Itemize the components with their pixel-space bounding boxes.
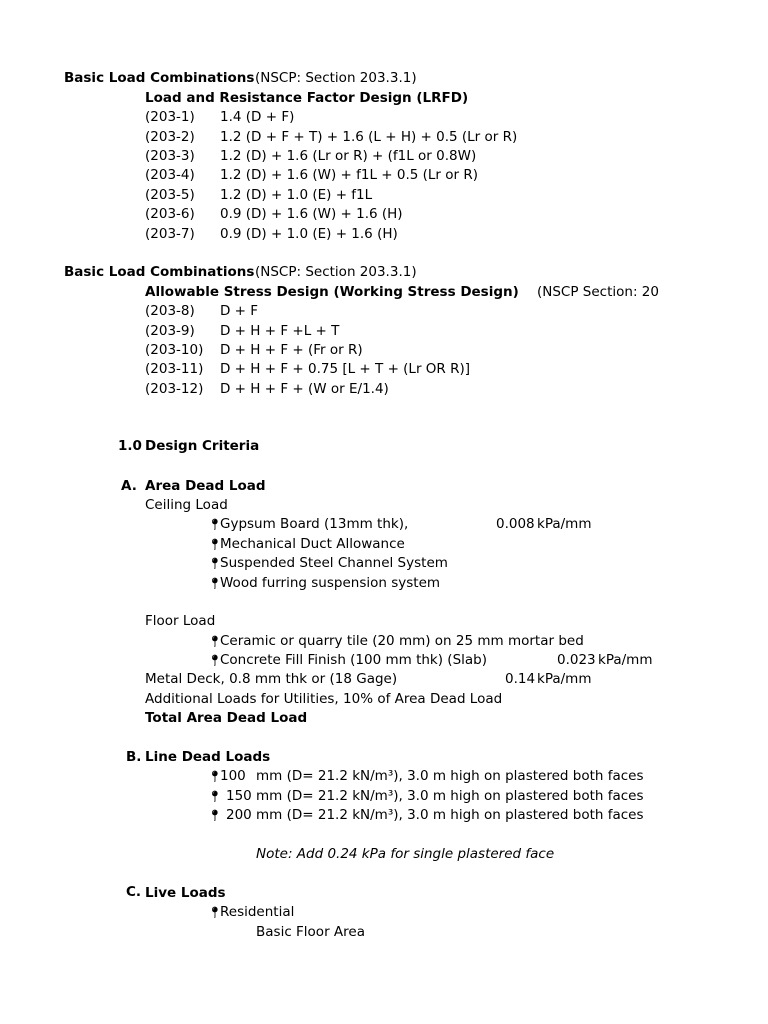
floor-load-label: Floor Load [145, 613, 216, 629]
additional-loads-text: Additional Loads for Utilities, 10% of Area Dead Load [145, 691, 503, 707]
section-a-letter: A. [121, 478, 137, 494]
list-item: 📍︎Gypsum Board (13mm thk), [208, 516, 409, 532]
combo-formula: D + H + F + (Fr or R) [220, 342, 363, 358]
list-item: 📍︎ 200 [208, 807, 252, 823]
load-unit: kPa/mm [537, 671, 592, 687]
bullet-icon: 📍︎ [208, 809, 222, 822]
load-value: 0.023 [557, 652, 596, 668]
asd-heading: Basic Load Combinations [64, 266, 255, 280]
asd-subref-clip [537, 286, 660, 304]
asd-heading-clip [64, 266, 256, 284]
combo-code: (203-5) [145, 187, 195, 203]
combo-code: (203-1) [145, 109, 195, 125]
bullet-icon: 📍︎ [208, 635, 222, 648]
combo-formula: D + H + F + 0.75 [L + T + (Lr OR R)] [220, 361, 471, 377]
ceiling-load-label: Ceiling Load [145, 497, 228, 513]
combo-formula: 1.2 (D) + 1.6 (Lr or R) + (f1L or 0.8W) [220, 148, 477, 164]
combo-formula: 0.9 (D) + 1.6 (W) + 1.6 (H) [220, 206, 403, 222]
bullet-icon: 📍︎ [208, 538, 222, 551]
list-item: 📍︎Wood furring suspension system [208, 575, 441, 591]
lrfd-heading-clip [64, 72, 256, 90]
combo-formula: 1.4 (D + F) [220, 109, 295, 125]
bullet-icon: 📍︎ [208, 518, 222, 531]
combo-code: (203-8) [145, 303, 195, 319]
combo-formula: 1.2 (D + F + T) + 1.6 (L + H) + 0.5 (Lr or R) [220, 129, 518, 145]
combo-code: (203-9) [145, 323, 195, 339]
bullet-icon: 📍︎ [208, 654, 222, 667]
combo-code: (203-2) [145, 129, 195, 145]
list-item: 📍︎Mechanical Duct Allowance [208, 536, 405, 552]
list-item: 📍︎100 [208, 768, 246, 784]
bullet-icon: 📍︎ [208, 790, 222, 803]
combo-formula: D + H + F +L + T [220, 323, 340, 339]
combo-code: (203-7) [145, 226, 195, 242]
section-b-letter: B. [126, 749, 142, 765]
basic-floor-area: Basic Floor Area [256, 924, 365, 940]
combo-code: (203-3) [145, 148, 195, 164]
list-item: 📍︎ 150 [208, 788, 252, 804]
load-unit: kPa/mm [598, 652, 653, 668]
lrfd-heading: Basic Load Combinations [64, 72, 255, 86]
line-load-text: mm (D= 21.2 kN/m³), 3.0 m high on plastered both faces [256, 768, 644, 784]
asd-section-subref: (NSCP Section: 20 [537, 286, 659, 300]
bullet-icon: 📍︎ [208, 557, 222, 570]
asd-subheading: Allowable Stress Design (Working Stress Design) [145, 284, 519, 300]
combo-formula: D + F [220, 303, 259, 319]
list-item: 📍︎Ceramic or quarry tile (20 mm) on 25 mm mortar bed [208, 633, 584, 649]
section-b-title: Line Dead Loads [145, 749, 271, 765]
load-value: 0.14 [505, 671, 536, 687]
list-item: 📍︎Residential [208, 904, 295, 920]
combo-formula: D + H + F + (W or E/1.4) [220, 381, 389, 397]
lrfd-section-ref: (NSCP: Section 203.3.1) [255, 70, 417, 86]
section-a-title: Area Dead Load [145, 478, 266, 494]
list-item: 📍︎Concrete Fill Finish (100 mm thk) (Slab) [208, 652, 488, 668]
load-unit: kPa/mm [537, 516, 592, 532]
criteria-number: 1.0 [118, 438, 142, 454]
combo-formula: 1.2 (D) + 1.0 (E) + f1L [220, 187, 373, 203]
bullet-icon: 📍︎ [208, 770, 222, 783]
combo-code: (203-10) [145, 342, 204, 358]
line-load-text: mm (D= 21.2 kN/m³), 3.0 m high on plastered both faces [256, 807, 644, 823]
list-item: 📍︎Suspended Steel Channel System [208, 555, 448, 571]
load-value: 0.008 [496, 516, 535, 532]
plaster-note: Note: Add 0.24 kPa for single plastered face [256, 846, 555, 862]
asd-section-ref: (NSCP: Section 203.3.1) [255, 264, 417, 280]
total-area-dead-load: Total Area Dead Load [145, 710, 308, 726]
combo-formula: 1.2 (D) + 1.6 (W) + f1L + 0.5 (Lr or R) [220, 167, 479, 183]
line-load-text: mm (D= 21.2 kN/m³), 3.0 m high on plastered both faces [256, 788, 644, 804]
combo-code: (203-6) [145, 206, 195, 222]
combo-code: (203-11) [145, 361, 204, 377]
section-c-title: Live Loads [145, 885, 226, 901]
combo-formula: 0.9 (D) + 1.0 (E) + 1.6 (H) [220, 226, 398, 242]
criteria-title: Design Criteria [145, 438, 260, 454]
metal-deck-text: Metal Deck, 0.8 mm thk or (18 Gage) [145, 671, 398, 687]
section-c-letter: C. [126, 884, 142, 900]
combo-code: (203-12) [145, 381, 204, 397]
lrfd-subheading: Load and Resistance Factor Design (LRFD) [145, 90, 469, 106]
combo-code: (203-4) [145, 167, 195, 183]
bullet-icon: 📍︎ [208, 906, 222, 919]
bullet-icon: 📍︎ [208, 577, 222, 590]
